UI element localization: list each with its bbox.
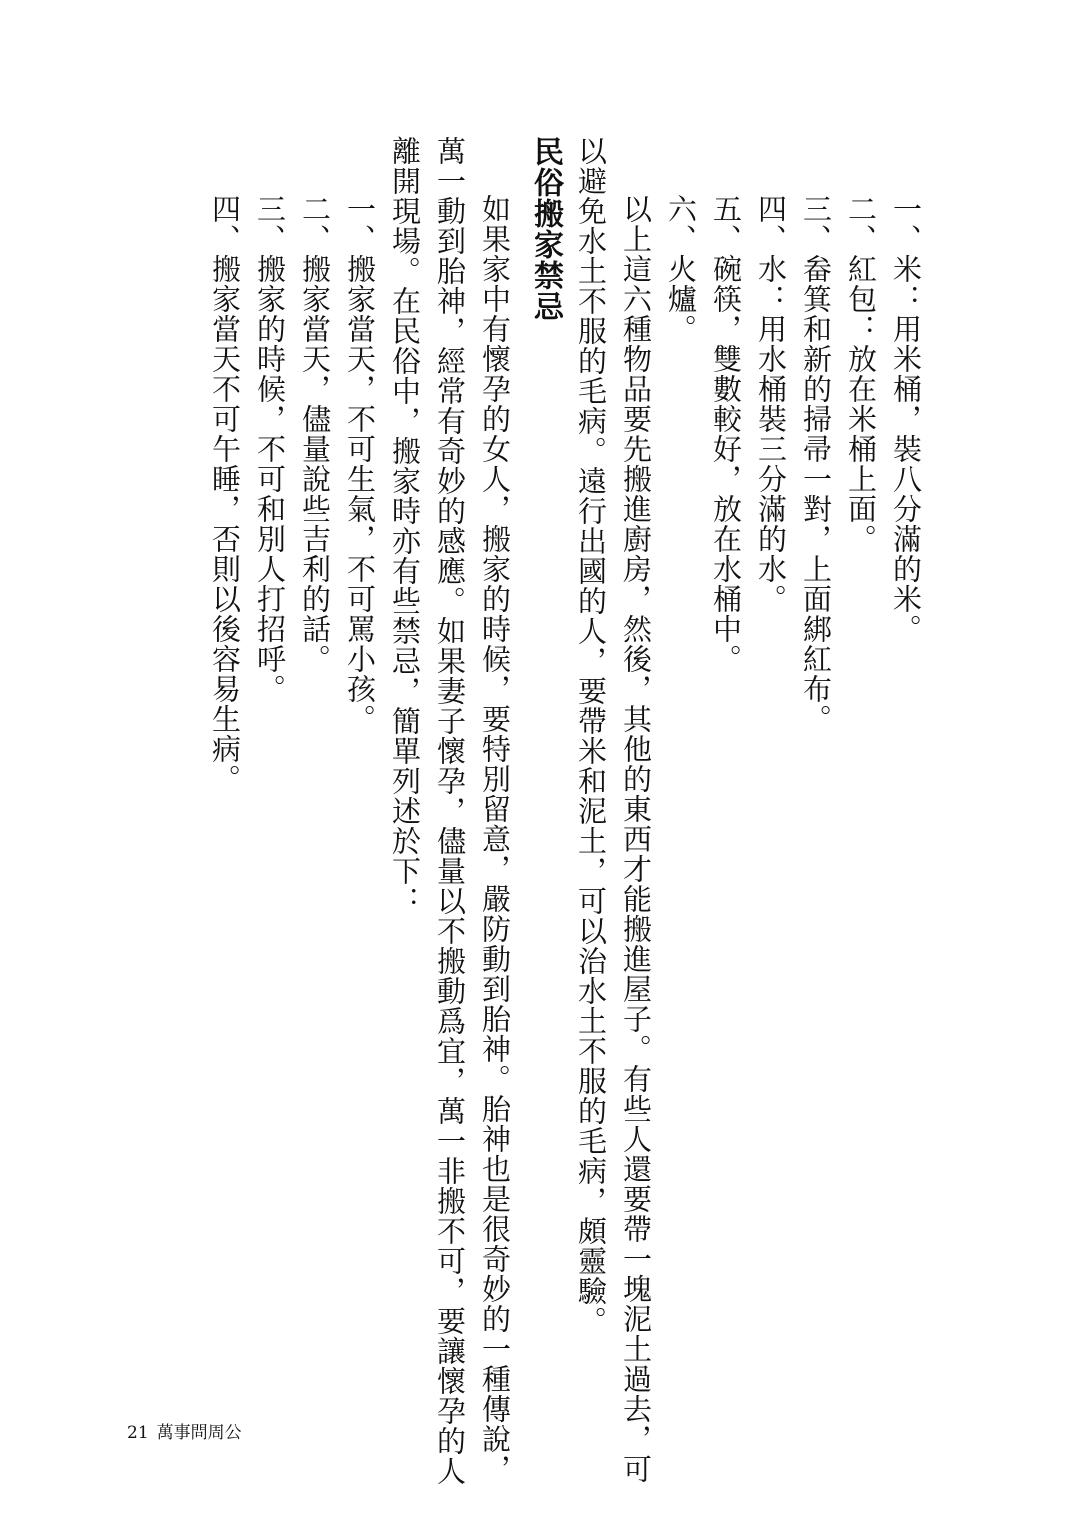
paragraph-line: 離開現場。在民俗中，搬家時亦有些禁忌，簡單列述於下： xyxy=(388,136,422,916)
paragraph-line: 萬一動到胎神，經常有奇妙的感應。如果妻子懷孕，儘量以不搬動爲宜，萬一非搬不可，要讓懷孕的人 xyxy=(433,136,467,1486)
section-heading: 民俗搬家禁忌 xyxy=(528,136,563,322)
list-item: 二、紅包：放在米桶上面。 xyxy=(844,194,878,554)
list-item: 五、碗筷，雙數較好，放在水桶中。 xyxy=(709,194,743,674)
list-item: 四、搬家當天不可午睡，否則以後容易生病。 xyxy=(208,194,242,794)
page-number: 21 xyxy=(127,1423,149,1443)
paragraph-line: 如果家中有懷孕的女人，搬家的時候，要特別留意，嚴防動到胎神。胎神也是很奇妙的一種傳說， xyxy=(478,194,512,1484)
list-item: 三、搬家的時候，不可和別人打招呼。 xyxy=(253,194,287,704)
paragraph-line: 以避免水土不服的毛病。遠行出國的人，要帶米和泥土，可以治水土不服的毛病，頗靈驗。 xyxy=(574,136,608,1336)
list-item: 六、火爐。 xyxy=(664,194,698,344)
page-footer xyxy=(127,1418,250,1443)
list-item: 四、水：用水桶裝三分滿的水。 xyxy=(754,194,788,614)
paragraph-line: 以上這六種物品要先搬進廚房，然後，其他的東西才能搬進屋子。有些人還要帶一塊泥土過去，可 xyxy=(619,194,653,1484)
list-item: 一、搬家當天，不可生氣，不可罵小孩。 xyxy=(343,194,377,734)
list-item: 三、畚箕和新的掃帚一對，上面綁紅布。 xyxy=(799,194,833,734)
list-item: 一、米：用米桶，裝八分滿的米。 xyxy=(889,194,923,644)
book-title: 萬事問周公 xyxy=(156,1423,242,1443)
list-item: 二、搬家當天，儘量說些吉利的話。 xyxy=(298,194,332,674)
